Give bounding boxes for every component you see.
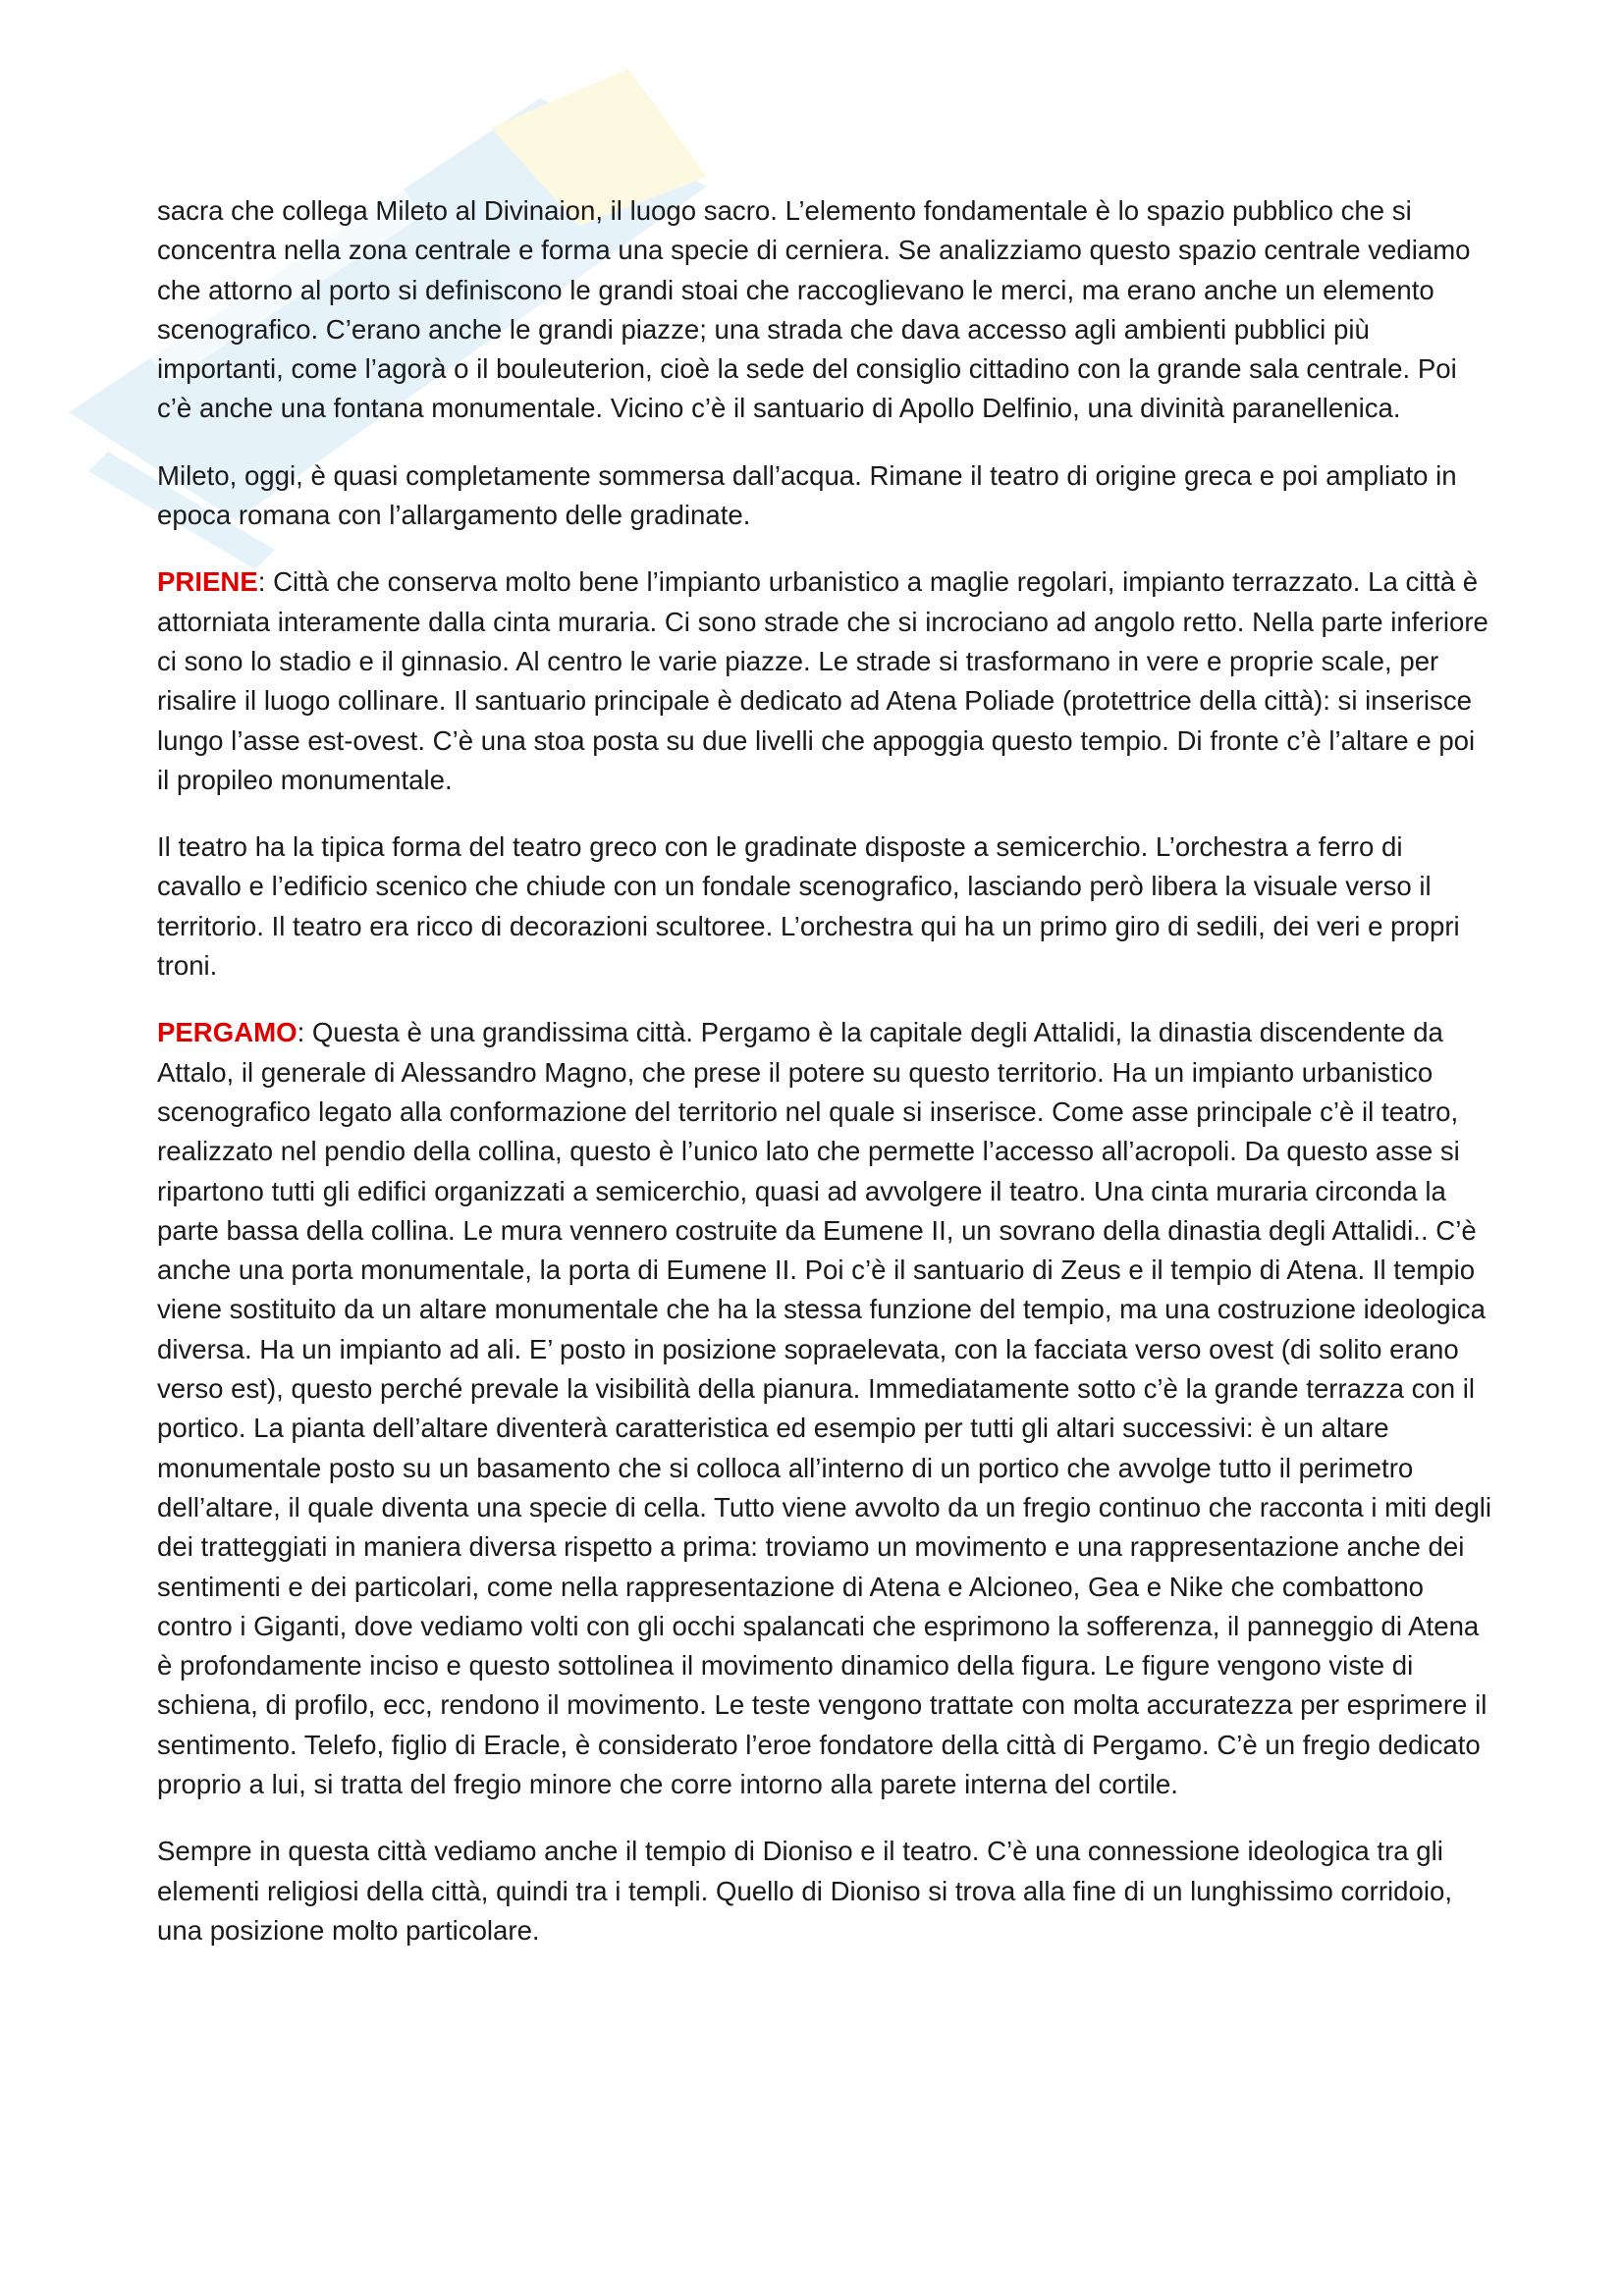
paragraph-text: Mileto, oggi, è quasi completamente sommersa dall’acqua. Rimane il teatro di origine greca e poi ampliato in epoca romana con l’allargamento delle gradinate. bbox=[157, 459, 1457, 531]
paragraph-text: Sempre in questa città vediamo anche il tempio di Dioniso e il teatro. C’è una connessione ideologica tra gli elementi religiosi della città, quindi tra i templi. Quello di Dioniso si trova alla fine di un lunghissimo corridoio, una posizione molto particolare. bbox=[157, 1836, 1453, 1946]
paragraph-pergamo bbox=[157, 1013, 1492, 1804]
paragraph-text: sacra che collega Mileto al Divinaion, il luogo sacro. L’elemento fondamentale è lo spazio pubblico che si concentra nella zona centrale e forma una specie di cerniera. Se analizziamo questo spazio centrale vediamo che attorno al porto si definiscono le grandi stoai che raccoglievano le merci, ma erano anche un elemento scenografico. C’erano anche le grandi piazze; una strada che dava accesso agli ambienti pubblici più importanti, come l’agorà o il bouleuterion, cioè la sede del consiglio cittadino con la grande sala centrale. Poi c’è anche una fontana monumentale. Vicino c’è il santuario di Apollo Delfinio, una divinità paranellenica. bbox=[157, 195, 1471, 424]
city-heading-priene: PRIENE bbox=[157, 566, 258, 598]
paragraph-mileto-today bbox=[157, 456, 1492, 536]
paragraph-priene bbox=[157, 562, 1492, 800]
paragraph-text: : Questa è una grandissima città. Pergamo è la capitale degli Attalidi, la dinastia discendente da Attalo, il generale di Alessandro Magno, che prese il potere su questo territorio. Ha un impianto urbanistico scenografico legato alla conformazione del territorio nel quale si inserisce. Come asse principale c’è il teatro, realizzato nel pendio della collina, questo è l’unico lato che permette l’accesso all’acropoli. Da questo asse si ripartono tutti gli edifici organizzati a semicerchio, quasi ad avvolgere il teatro. Una cinta muraria circonda la parte bassa della collina. Le mura vennero costruite da Eumene II, un sovrano della dinastia degli Attalidi.. C’è anche una porta monumentale, la porta di Eumene II. Poi c’è il santuario di Zeus e il tempio di Atena. Il tempio viene sostituito da un altare monumentale che ha la stessa funzione del tempio, ma una costruzione ideologica diversa. Ha un impianto ad ali. E’ posto in posizione sopraelevata, con la facciata verso ovest (di solito erano verso est), questo perché prevale la visibilità della pianura. Immediatamente sotto c’è la grande terrazza con il portico. La pianta dell’altare diventerà caratteristica ed esempio per tutti gli altari successivi: è un altare monumentale posto su un basamento che si colloca all’interno di un portico che avvolge tutto il perimetro dell’altare, il quale diventa una specie di cella. Tutto viene avvolto da un fregio continuo che racconta i miti degli dei tratteggiati in maniera diversa rispetto a prima: troviamo un movimento e una rappresentazione anche dei sentimenti e dei particolari, come nella rappresentazione di Atena e Alcioneo, Gea e Nike che combattono contro i Giganti, dove vediamo volti con gli occhi spalancati che esprimono la sofferenza, il panneggio di Atena è profondamente inciso e questo sottolinea il movimento dinamico della figura. Le figure vengono viste di schiena, di profilo, ecc, rendono il movimento. Le teste vengono trattate con molta accuratezza per esprimere il sentimento. Telefo, figlio di Eracle, è considerato l’eroe fondatore della città di Pergamo. C’è un fregio dedicato proprio a lui, si tratta del fregio minore che corre intorno alla parete interna del cortile. bbox=[157, 1017, 1492, 1799]
document-body bbox=[157, 191, 1492, 1978]
city-heading-pergamo: PERGAMO bbox=[157, 1017, 298, 1048]
paragraph-priene-theatre bbox=[157, 828, 1492, 986]
paragraph-text: Il teatro ha la tipica forma del teatro greco con le gradinate disposte a semicerchio. L’orchestra a ferro di cavallo e l’edificio scenico che chiude con un fondale scenografico, lasciando però libera la visuale verso il territorio. Il teatro era ricco di decorazioni scultoree. L’orchestra qui ha un primo giro di sedili, dei veri e propri troni. bbox=[157, 831, 1460, 982]
paragraph-text: : Città che conserva molto bene l’impianto urbanistico a maglie regolari, impianto terrazzato. La città è attorniata interamente dalla cinta muraria. Ci sono strade che si incrociano ad angolo retto. Nella parte inferiore ci sono lo stadio e il ginnasio. Al centro le varie piazze. Le strade si trasformano in vere e proprie scale, per risalire il luogo collinare. Il santuario principale è dedicato ad Atena Poliade (protettrice della città): si inserisce lungo l’asse est-ovest. C’è una stoa posta su due livelli che appoggia questo tempio. Di fronte c’è l’altare e poi il propileo monumentale. bbox=[157, 566, 1488, 795]
paragraph-mileto-public-space bbox=[157, 191, 1492, 429]
paragraph-pergamo-dioniso bbox=[157, 1832, 1492, 1950]
